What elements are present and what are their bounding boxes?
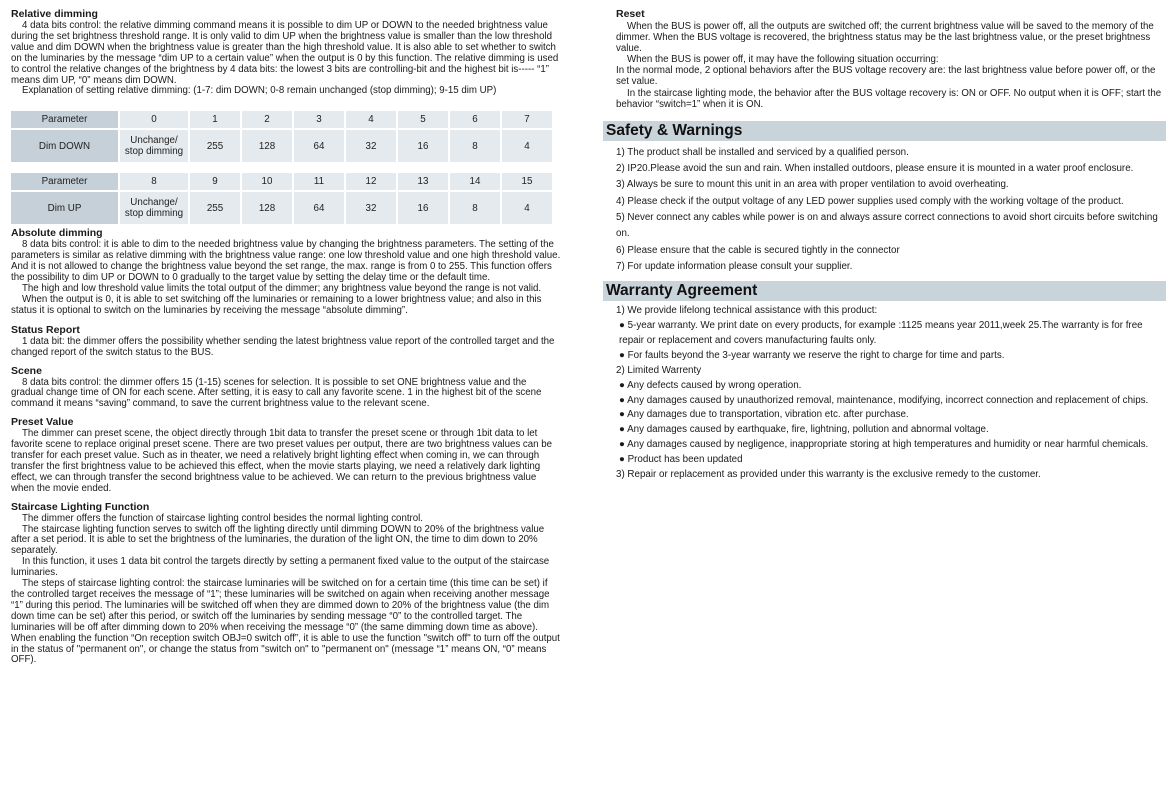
table-row (11, 111, 552, 128)
relative-dimming-text: 4 data bits control: the relative dimming command means it is possible to dim UP or DOWN to the needed brightness value during the set brightness threshold range. It is only valid to dim UP when the brightness value is smaller than the low threshold value and dim DOWN when the brightness value is greater than the high threshold value. It is also able to set whether to switch on the luminaries by the message “dim UP to a certain value” when the output is 0 by this function. The relative dimming is used to control the relative changes of the brightness by 4 data bits: the lowest 3 bits are controlling-bit and the highest bit is----- “1” means dim UP, “0” means dim DOWN. (11, 20, 559, 86)
table-cell: 14 (450, 173, 500, 190)
table-cell: 12 (346, 173, 396, 190)
reset-text-3: In the normal mode, 2 optional behaviors after the BUS voltage recovery are: the last brightness value before power off, or the set value. (616, 65, 1156, 88)
list-item: ● Any damages caused by earthquake, fire, lightning, pollution and abnormal voltage. (619, 424, 989, 436)
table-cell: 128 (242, 192, 292, 224)
table-cell: 16 (398, 130, 448, 162)
list-item: 3) Always be sure to mount this unit in an area with proper ventilation to avoid overheating. (616, 179, 1009, 191)
table-cell: 255 (190, 130, 240, 162)
reset-text-2: When the BUS is power off, it may have the following situation occurring: (627, 54, 939, 66)
table-row (11, 173, 552, 190)
absolute-dimming-title: Absolute dimming (11, 227, 103, 240)
list-item: 4) Please check if the output voltage of any LED power supplies used comply with the working voltage of the product. (616, 195, 1124, 207)
warranty-list (603, 304, 1166, 483)
relative-dimming-explanation: Explanation of setting relative dimming: (1-7: dim DOWN; 0-8 remain unchanged (stop dimming); 9-15 dim UP) (22, 85, 497, 97)
table-cell: 8 (120, 173, 188, 190)
status-report-title: Status Report (11, 323, 80, 336)
table-cell: Unchange/ stop dimming (120, 192, 188, 224)
table-cell: 6 (450, 111, 500, 128)
table-cell: 4 (502, 130, 552, 162)
dim-up-label: Dim UP (11, 192, 118, 224)
table-cell: 4 (346, 111, 396, 128)
table-cell: 3 (294, 111, 344, 128)
list-item: ● For faults beyond the 3-year warranty we reserve the right to charge for time and parts. (619, 349, 1005, 361)
table-cell: 8 (450, 130, 500, 162)
safety-list (603, 145, 1166, 275)
table-cell: 32 (346, 130, 396, 162)
dim-down-label: Dim DOWN (11, 130, 118, 162)
reset-section (603, 8, 1166, 110)
table-cell: 8 (450, 192, 500, 224)
list-item: ● Any damages due to transportation, vibration etc. after purchase. (619, 409, 909, 421)
absolute-dimming-text: 8 data bits control: it is able to dim to the needed brightness value by changing the brightness parameters. The setting of the parameters is similar as relative dimming with the brightness value range: one low threshold value and one high threshold value. And it is not allowed to change the brightness value beyond the set range, the max. range is from 0 to 255. This function offers the possibility to dim UP or DOWN to 0 gradually to the target value by setting the delay time or the default time. (11, 239, 561, 284)
status-report-text: 1 data bit: the dimmer offers the possibility whether sending the latest brightness value report of the controlled target and the changed report of the switch status to the BUS. (11, 335, 555, 358)
dim-up-table (9, 171, 554, 226)
absolute-dimming-threshold: The high and low threshold value limits the total output of the dimmer; any brightness value beyond the range is not valid. (22, 282, 542, 294)
relative-dimming-title: Relative dimming (11, 8, 98, 20)
table-cell: 255 (190, 192, 240, 224)
table-cell: 7 (502, 111, 552, 128)
reset-text-1: When the BUS is power off, all the outputs are switched off; the current brightness value will be saved to the memory of the dimmer. When the BUS voltage is recovered, the brightness status may be the last brightness value, or the preset brightness value. (616, 21, 1154, 55)
reset-text-4: In the staircase lighting mode, the behavior after the BUS voltage recovery is: ON or OFF. No output when it is OFF; start the behavior “switch=1” when it is ON. (616, 87, 1162, 110)
list-item: 5) Never connect any cables while power is on and always assure correct connections to avoid short circuits before switching on. (616, 211, 1158, 240)
table-cell: 32 (346, 192, 396, 224)
preset-value-title: Preset Value (11, 416, 74, 429)
staircase-text-4: The steps of staircase lighting control: the staircase luminaries will be switched on for a certain time (this time can be set) if the controlled target receives the message of “1”; these luminaries will be switched on again when receiving another message “1” during this period. The luminaries will be switched off when they are dimmed down to 20% of the brightness value (the dim down time can be set) after this period, or switch off the luminaries by sending message “0” to the controlled target. The luminaries will be off after dimming down to 20% when receiving the message “0” (the same dimming down time as above). When enabling the function “On reception switch OBJ=0 switch off”, it is able to use the function "switch off" to turn off the output in the status of "permanent on", or change the status from "switch on" to "permanent on" (message “1” means ON, “0” means OFF). (11, 578, 560, 666)
table-cell: 1 (190, 111, 240, 128)
table-cell: 0 (120, 111, 188, 128)
preset-value-text: The dimmer can preset scene, the object directly through 1bit data to transfer the preset scene or through 1bit data to let favorite scene to replace original preset scene. There are two preset values per output, there are two brightness values can be transfer for each preset value. Such as in theater, we need a relatively bright lighting effect when coming in, we can through transfer the first brightness value to be achieved this effect, when the movie starts playing, we need a relatively dark lighting effect, we can through transfer the second brightness value to be achieved. We can return to the previous brightness value when the movie ended. (11, 428, 553, 494)
reset-title: Reset (616, 8, 645, 20)
table-cell: 10 (242, 173, 292, 190)
list-item: 2) IP20.Please avoid the sun and rain. When installed outdoors, please ensure it is mounted in a water proof enclosure. (616, 163, 1134, 175)
table-row (11, 130, 552, 162)
table-cell: 64 (294, 130, 344, 162)
table-row (11, 192, 552, 224)
dim-down-table (9, 109, 554, 164)
table-cell: 5 (398, 111, 448, 128)
table-cell: 11 (294, 173, 344, 190)
table-cell: 16 (398, 192, 448, 224)
scene-text: 8 data bits control: the dimmer offers 15 (1-15) scenes for selection. It is possible to set ONE brightness value and the gradual change time of ON for each scene. After setting, it is easy to call any favorite scene. 1 in the highest bit of the scene command it means “saving” command, to save the current brightness value to the relevant scene. (11, 376, 542, 410)
table-cell: 15 (502, 173, 552, 190)
table-cell: 13 (398, 173, 448, 190)
table-cell: Unchange/ stop dimming (120, 130, 188, 162)
list-item: ● Any defects caused by wrong operation. (619, 379, 802, 391)
staircase-text-1: The dimmer offers the function of staircase lighting control besides the normal lighting control. (22, 512, 423, 524)
list-item: 3) Repair or replacement as provided under this warranty is the exclusive remedy to the customer. (616, 469, 1041, 481)
right-column (603, 8, 1166, 483)
table-cell: 2 (242, 111, 292, 128)
list-item: ● 5-year warranty. We print date on every products, for example :1125 means year 2011,week 25.The warranty is for free repair or replacement and covers manufacturing faults only. (619, 320, 1143, 346)
table-cell: 9 (190, 173, 240, 190)
scene-title: Scene (11, 364, 42, 377)
list-item: 2) Limited Warrenty (616, 364, 702, 376)
table-cell: 64 (294, 192, 344, 224)
list-item: 7) For update information please consult your supplier. (616, 260, 853, 272)
list-item: ● Any damages caused by negligence, inappropriate storing at high temperatures and humidity or near harmful chemicals. (619, 439, 1149, 451)
list-item: 6) Please ensure that the cable is secured tightly in the connector (616, 244, 900, 256)
staircase-text-3: In this function, it uses 1 data bit control the targets directly by setting a permanent fixed value to the output of the staircase luminaries. (11, 556, 550, 579)
list-item: ● Product has been updated (619, 454, 743, 466)
list-item: ● Any damages caused by unauthorized removal, maintenance, modifying, incorrect connection and replacement of chips. (619, 394, 1149, 406)
table-cell: 128 (242, 130, 292, 162)
list-item: 1) The product shall be installed and serviced by a qualified person. (616, 146, 909, 158)
left-column (11, 8, 561, 666)
absolute-dimming-output: When the output is 0, it is able to set switching off the luminaries or remaining to a lower brightness value; and also in this status it is optional to switch on the luminaries by receiving the message “absolute dimming”. (11, 293, 542, 316)
staircase-text-2: The staircase lighting function serves to switch off the lighting directly until dimming DOWN to 20% of the brightness value after a set period. It is able to set the brightness of the luminaries, the duration of the light ON, the time to dim down to 20% separately. (11, 523, 545, 557)
staircase-title: Staircase Lighting Function (11, 500, 150, 513)
table-cell: 4 (502, 192, 552, 224)
safety-warnings-heading: Safety & Warnings (603, 121, 1166, 141)
warranty-agreement-heading: Warranty Agreement (603, 281, 1166, 301)
list-item: 1) We provide lifelong technical assistance with this product: (616, 305, 878, 317)
parameter-header: Parameter (11, 173, 118, 190)
parameter-header: Parameter (11, 111, 118, 128)
